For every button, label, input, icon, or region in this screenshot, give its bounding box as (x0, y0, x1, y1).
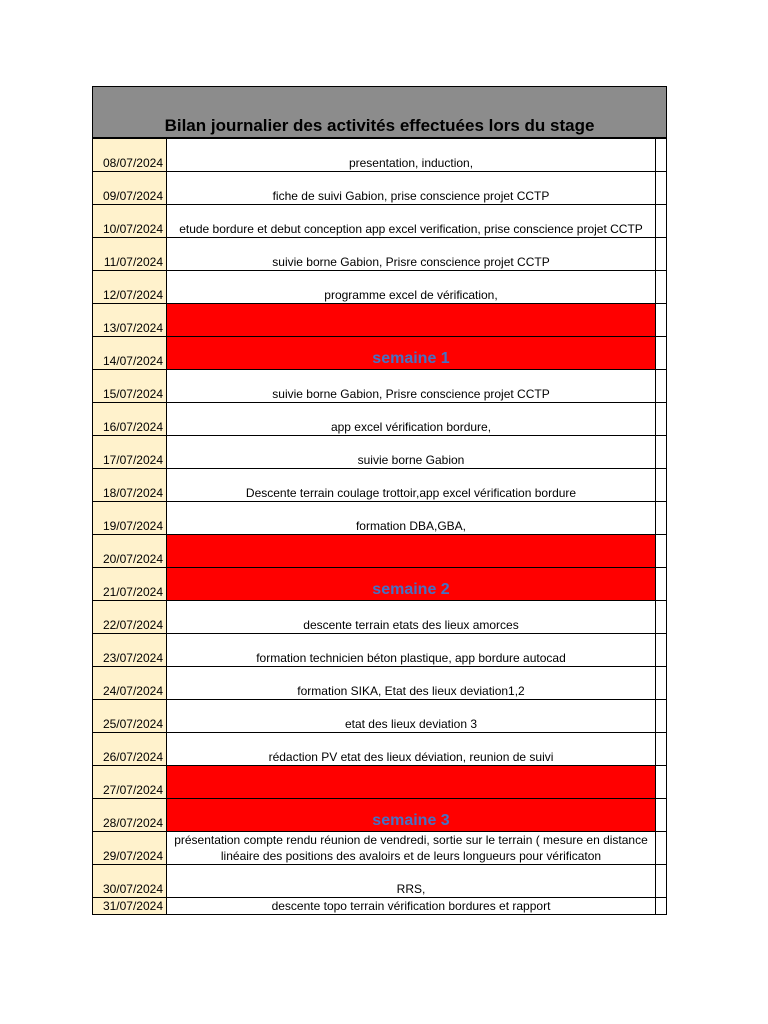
table-row (93, 469, 667, 502)
activity-cell[interactable]: etude bordure et debut conception app excel verification, prise conscience projet CCTP (167, 205, 656, 238)
empty-cell[interactable] (656, 568, 667, 601)
empty-cell[interactable] (656, 667, 667, 700)
activity-cell[interactable]: suivie borne Gabion (167, 436, 656, 469)
empty-cell[interactable] (656, 898, 667, 915)
date-cell[interactable]: 16/07/2024 (93, 403, 167, 436)
activity-cell[interactable]: RRS, (167, 865, 656, 898)
activity-cell[interactable]: suivie borne Gabion, Prisre conscience projet CCTP (167, 238, 656, 271)
date-cell[interactable]: 14/07/2024 (93, 337, 167, 370)
empty-cell[interactable] (656, 370, 667, 403)
activity-cell[interactable]: programme excel de vérification, (167, 271, 656, 304)
sheet-title: Bilan journalier des activités effectuées lors du stage (164, 116, 595, 135)
empty-cell[interactable] (656, 304, 667, 337)
activity-cell[interactable]: etat des lieux deviation 3 (167, 700, 656, 733)
date-cell[interactable]: 27/07/2024 (93, 766, 167, 799)
table-row (93, 601, 667, 634)
date-cell[interactable]: 09/07/2024 (93, 172, 167, 205)
table-row (93, 337, 667, 370)
activity-cell[interactable]: descente topo terrain vérification bordures et rapport (167, 898, 656, 915)
table-row (93, 535, 667, 568)
table-row (93, 436, 667, 469)
weekend-cell[interactable] (167, 337, 656, 370)
table-row (93, 502, 667, 535)
table-row (93, 700, 667, 733)
date-cell[interactable]: 17/07/2024 (93, 436, 167, 469)
table-row (93, 766, 667, 799)
empty-cell[interactable] (656, 865, 667, 898)
activity-table (92, 138, 667, 915)
date-cell[interactable]: 18/07/2024 (93, 469, 167, 502)
table-row (93, 733, 667, 766)
empty-cell[interactable] (656, 535, 667, 568)
activity-cell[interactable]: fiche de suivi Gabion, prise conscience projet CCTP (167, 172, 656, 205)
date-cell[interactable]: 23/07/2024 (93, 634, 167, 667)
activity-cell[interactable]: descente terrain etats des lieux amorces (167, 601, 656, 634)
table-row (93, 271, 667, 304)
table-row (93, 667, 667, 700)
empty-cell[interactable] (656, 502, 667, 535)
table-row (93, 304, 667, 337)
date-cell[interactable]: 28/07/2024 (93, 799, 167, 832)
date-cell[interactable]: 31/07/2024 (93, 898, 167, 915)
activity-cell[interactable]: suivie borne Gabion, Prisre conscience projet CCTP (167, 370, 656, 403)
date-cell[interactable]: 11/07/2024 (93, 238, 167, 271)
weekend-cell[interactable] (167, 304, 656, 337)
empty-cell[interactable] (656, 403, 667, 436)
week-label: semaine 3 (372, 812, 450, 829)
date-cell[interactable]: 15/07/2024 (93, 370, 167, 403)
empty-cell[interactable] (656, 205, 667, 238)
table-row (93, 568, 667, 601)
empty-cell[interactable] (656, 271, 667, 304)
empty-cell[interactable] (656, 238, 667, 271)
empty-cell[interactable] (656, 436, 667, 469)
activity-cell[interactable]: Descente terrain coulage trottoir,app excel vérification bordure (167, 469, 656, 502)
table-row (93, 634, 667, 667)
date-cell[interactable]: 10/07/2024 (93, 205, 167, 238)
table-row (93, 139, 667, 172)
empty-cell[interactable] (656, 832, 667, 865)
table-row (93, 799, 667, 832)
activity-cell[interactable]: formation technicien béton plastique, app bordure autocad (167, 634, 656, 667)
date-cell[interactable]: 25/07/2024 (93, 700, 167, 733)
date-cell[interactable]: 13/07/2024 (93, 304, 167, 337)
table-row (93, 205, 667, 238)
empty-cell[interactable] (656, 799, 667, 832)
table-row (93, 865, 667, 898)
table-row (93, 172, 667, 205)
empty-cell[interactable] (656, 634, 667, 667)
sheet-title-bar (92, 86, 667, 138)
date-cell[interactable]: 22/07/2024 (93, 601, 167, 634)
activity-cell[interactable]: app excel vérification bordure, (167, 403, 656, 436)
empty-cell[interactable] (656, 733, 667, 766)
date-cell[interactable]: 26/07/2024 (93, 733, 167, 766)
date-cell[interactable]: 19/07/2024 (93, 502, 167, 535)
empty-cell[interactable] (656, 337, 667, 370)
activity-sheet (92, 86, 667, 915)
date-cell[interactable]: 30/07/2024 (93, 865, 167, 898)
weekend-cell[interactable] (167, 568, 656, 601)
date-cell[interactable]: 08/07/2024 (93, 139, 167, 172)
table-row (93, 898, 667, 915)
table-row (93, 238, 667, 271)
empty-cell[interactable] (656, 766, 667, 799)
empty-cell[interactable] (656, 601, 667, 634)
week-label: semaine 1 (372, 350, 450, 367)
activity-cell[interactable]: presentation, induction, (167, 139, 656, 172)
weekend-cell[interactable] (167, 535, 656, 568)
date-cell[interactable]: 29/07/2024 (93, 832, 167, 865)
activity-cell[interactable]: rédaction PV etat des lieux déviation, reunion de suivi (167, 733, 656, 766)
table-row (93, 370, 667, 403)
empty-cell[interactable] (656, 700, 667, 733)
date-cell[interactable]: 21/07/2024 (93, 568, 167, 601)
activity-cell[interactable]: formation DBA,GBA, (167, 502, 656, 535)
weekend-cell[interactable] (167, 766, 656, 799)
activity-cell[interactable]: présentation compte rendu réunion de vendredi, sortie sur le terrain ( mesure en distance linéaire des positions des avaloirs et de leurs longueurs pour vérificaton (167, 832, 656, 865)
table-row (93, 832, 667, 865)
empty-cell[interactable] (656, 469, 667, 502)
empty-cell[interactable] (656, 172, 667, 205)
week-label: semaine 2 (372, 581, 450, 598)
activity-cell[interactable]: formation SIKA, Etat des lieux deviation1,2 (167, 667, 656, 700)
empty-cell[interactable] (656, 139, 667, 172)
date-cell[interactable]: 12/07/2024 (93, 271, 167, 304)
date-cell[interactable]: 24/07/2024 (93, 667, 167, 700)
table-row (93, 403, 667, 436)
date-cell[interactable]: 20/07/2024 (93, 535, 167, 568)
weekend-cell[interactable] (167, 799, 656, 832)
